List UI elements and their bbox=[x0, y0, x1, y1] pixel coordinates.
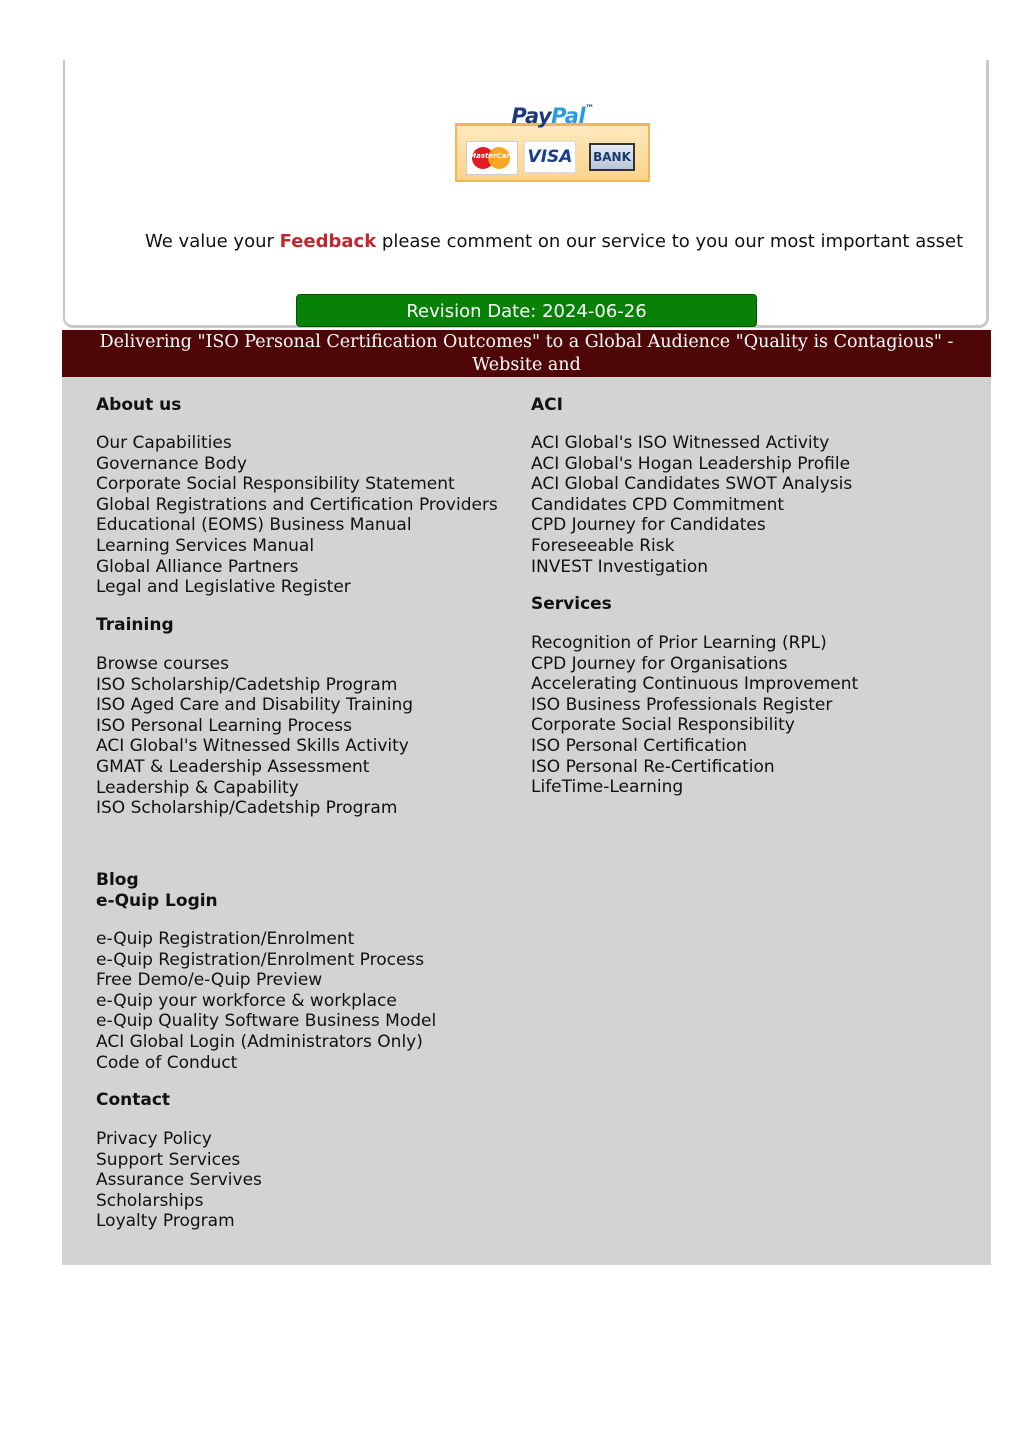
about-us-list bbox=[96, 433, 498, 598]
footer-link[interactable]: Leadership & Capability bbox=[96, 777, 299, 798]
footer-link[interactable]: Free Demo/e-Quip Preview bbox=[96, 970, 323, 991]
footer-link[interactable]: Code of Conduct bbox=[96, 1052, 238, 1073]
footer-link[interactable]: Support Services bbox=[96, 1149, 241, 1170]
mastercard-logo bbox=[466, 141, 518, 175]
contact-heading: Contact bbox=[96, 1090, 171, 1110]
footer-link[interactable]: ACI Global Login (Administrators Only) bbox=[96, 1031, 423, 1052]
services-list bbox=[531, 633, 858, 798]
services-heading: Services bbox=[531, 594, 612, 614]
footer-link[interactable]: ACI Global's Witnessed Skills Activity bbox=[96, 736, 409, 757]
blog-link[interactable]: Blog bbox=[96, 870, 139, 890]
about-us-heading: About us bbox=[96, 395, 182, 415]
footer-link[interactable]: ISO Aged Care and Disability Training bbox=[96, 695, 414, 716]
footer-link[interactable]: ISO Scholarship/Cadetship Program bbox=[96, 798, 398, 819]
footer-link[interactable]: CPD Journey for Candidates bbox=[531, 515, 766, 536]
aci-list bbox=[531, 433, 852, 577]
footer-link[interactable]: Foreseeable Risk bbox=[531, 535, 675, 556]
footer-link[interactable]: ISO Personal Re-Certification bbox=[531, 756, 775, 777]
contact-list bbox=[96, 1129, 262, 1232]
copyright-bar bbox=[62, 330, 991, 377]
training-heading: Training bbox=[96, 615, 174, 635]
revision-date-bar: Revision Date: 2024-06-26 bbox=[296, 294, 757, 327]
footer-link[interactable]: e-Quip your workforce & workplace bbox=[96, 990, 397, 1011]
bank-logo: BANK bbox=[589, 143, 635, 171]
footer-link[interactable]: Loyalty Program bbox=[96, 1211, 235, 1232]
training-list bbox=[96, 654, 413, 819]
footer-link[interactable]: Learning Services Manual bbox=[96, 535, 315, 556]
footer-link[interactable]: Privacy Policy bbox=[96, 1129, 212, 1149]
footer-link[interactable]: ISO Personal Certification bbox=[531, 735, 748, 756]
footer-link[interactable]: Assurance Servives bbox=[96, 1170, 262, 1191]
content-card bbox=[63, 60, 989, 328]
footer-link[interactable]: ACI Global's ISO Witnessed Activity bbox=[531, 433, 830, 453]
footer-link[interactable]: ACI Global Candidates SWOT Analysis bbox=[531, 474, 853, 495]
footer-link[interactable]: Legal and Legislative Register bbox=[96, 577, 351, 598]
footer-link[interactable]: ISO Personal Learning Process bbox=[96, 715, 352, 736]
footer-link[interactable]: Global Alliance Partners bbox=[96, 556, 299, 577]
footer-link[interactable]: e-Quip Registration/Enrolment Process bbox=[96, 949, 425, 970]
footer-link[interactable]: ISO Business Professionals Register bbox=[531, 694, 833, 715]
footer-link[interactable]: Corporate Social Responsibility bbox=[531, 715, 795, 736]
footer-link[interactable]: Educational (EOMS) Business Manual bbox=[96, 515, 412, 536]
footer-link[interactable]: Scholarships bbox=[96, 1190, 204, 1211]
visa-logo: VISA bbox=[524, 141, 576, 173]
mastercard-label: MasterCard bbox=[469, 152, 515, 160]
footer-link[interactable]: Candidates CPD Commitment bbox=[531, 494, 785, 515]
footer-link[interactable]: ACI Global's Hogan Leadership Profile bbox=[531, 453, 851, 474]
footer-link[interactable]: Recognition of Prior Learning (RPL) bbox=[531, 633, 827, 653]
footer-link[interactable]: e-Quip Quality Software Business Model bbox=[96, 1011, 437, 1032]
paypal-payment-badge[interactable] bbox=[455, 104, 650, 182]
feedback-link[interactable]: Feedback bbox=[279, 231, 377, 252]
footer-link[interactable]: Browse courses bbox=[96, 654, 229, 674]
copyright-line-1: Delivering "ISO Personal Certification Outcomes" to a Global Audience "Quality is Contagious" - Website and bbox=[99, 332, 954, 375]
footer-link[interactable]: LifeTime-Learning bbox=[531, 777, 684, 798]
footer-link[interactable]: Global Registrations and Certification Providers bbox=[96, 494, 498, 515]
footer-link[interactable]: ISO Scholarship/Cadetship Program bbox=[96, 674, 398, 695]
site-footer bbox=[62, 377, 991, 1265]
footer-link[interactable]: Our Capabilities bbox=[96, 433, 232, 453]
footer-link[interactable]: INVEST Investigation bbox=[531, 556, 709, 577]
footer-link[interactable]: CPD Journey for Organisations bbox=[531, 653, 788, 674]
feedback-suffix: please comment on our service to you our most important asset bbox=[376, 231, 964, 252]
footer-link[interactable]: e-Quip Registration/Enrolment bbox=[96, 929, 355, 949]
equip-list bbox=[96, 929, 436, 1073]
footer-link[interactable]: Governance Body bbox=[96, 453, 247, 474]
equip-login-heading[interactable]: e-Quip Login bbox=[96, 891, 218, 911]
feedback-prefix: We value your bbox=[145, 231, 280, 252]
footer-link[interactable]: Accelerating Continuous Improvement bbox=[531, 674, 859, 695]
footer-link[interactable]: Corporate Social Responsibility Statement bbox=[96, 474, 455, 495]
footer-link[interactable]: GMAT & Leadership Assessment bbox=[96, 756, 370, 777]
aci-heading: ACI bbox=[531, 395, 563, 415]
feedback-message bbox=[145, 230, 975, 253]
paypal-logo: PayPal™ bbox=[511, 104, 594, 128]
